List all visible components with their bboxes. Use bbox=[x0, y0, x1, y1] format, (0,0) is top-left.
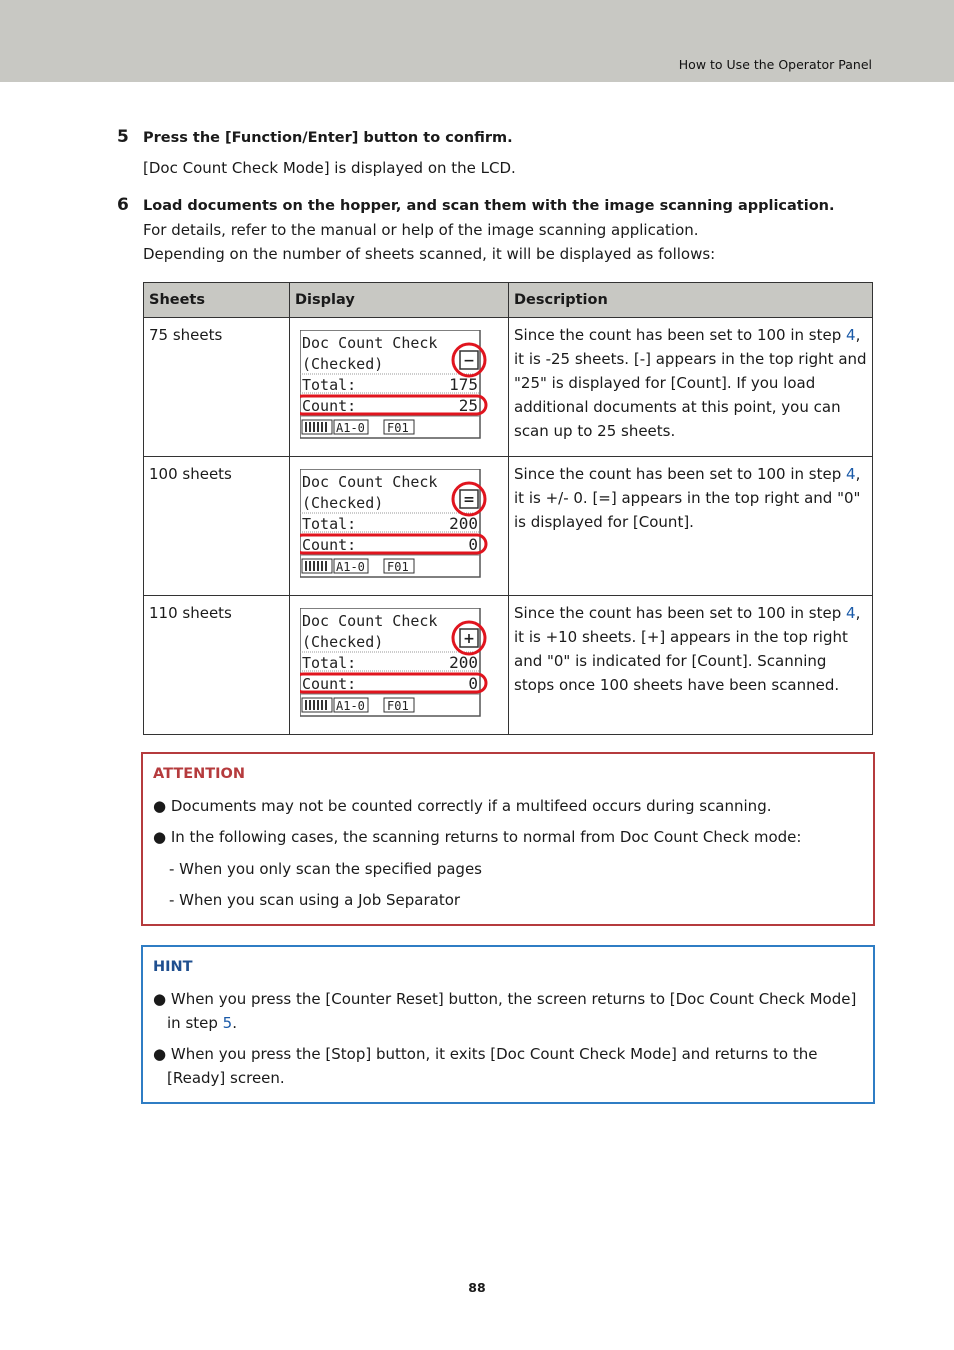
description-cell bbox=[509, 318, 873, 457]
lcd-line2: (Checked) bbox=[302, 633, 384, 651]
lcd-footer-2: F01 bbox=[387, 560, 409, 574]
lcd-count-value: 25 bbox=[458, 396, 478, 415]
page-number: 88 bbox=[468, 1280, 486, 1295]
step-4-link[interactable]: 4 bbox=[846, 326, 856, 344]
lcd-count-label: Count: bbox=[302, 675, 357, 693]
sheets-display-table bbox=[143, 282, 873, 735]
desc-text-a: Since the count has been set to 100 in step bbox=[514, 465, 847, 483]
desc-text-a: Since the count has been set to 100 in step bbox=[514, 326, 847, 344]
desc-text-b: , it is -25 sheets. [-] appears in the top right and "25" is displayed for [Count]. If you load additional documents at this point, you can scan up to 25 sheets. bbox=[514, 326, 867, 440]
desc-text-b: , it is +/- 0. [=] appears in the top right and "0" is displayed for [Count]. bbox=[514, 465, 861, 531]
step-5-link[interactable]: 5 bbox=[222, 1014, 233, 1032]
lcd-total-value: 175 bbox=[449, 375, 478, 394]
desc-text-a: Since the count has been set to 100 in step bbox=[514, 604, 847, 622]
table-row bbox=[144, 596, 873, 735]
table-row bbox=[144, 457, 873, 596]
lcd-total-value: 200 bbox=[449, 514, 478, 533]
lcd-footer-1: A1-0 bbox=[336, 560, 365, 574]
lcd-count-value: 0 bbox=[468, 535, 478, 554]
sheets-cell: 75 sheets bbox=[144, 318, 290, 457]
lcd-total-label: Total: bbox=[302, 515, 357, 533]
attention-title: ATTENTION bbox=[153, 766, 245, 782]
lcd-count-label: Count: bbox=[302, 536, 357, 554]
lcd-display-cell bbox=[290, 457, 509, 596]
header-description: Description bbox=[509, 283, 873, 318]
step-4-link[interactable]: 4 bbox=[846, 604, 856, 622]
lcd-sign: = bbox=[463, 492, 475, 508]
lcd-display-cell bbox=[290, 318, 509, 457]
attention-bullet-1: ● Documents may not be counted correctly if a multifeed occurs during scanning. bbox=[153, 797, 772, 815]
attention-bullet-2: ● In the following cases, the scanning returns to normal from Doc Count Check mode: bbox=[153, 828, 802, 846]
lcd-count-value: 0 bbox=[468, 674, 478, 693]
description-cell bbox=[509, 596, 873, 735]
step-4-link[interactable]: 4 bbox=[846, 465, 856, 483]
table-header-row bbox=[144, 283, 873, 318]
step-5-number: 5 bbox=[117, 127, 129, 147]
desc-text-b: , it is +10 sheets. [+] appears in the top right and "0" is indicated for [Count]. Scanning stops once 100 sheets have been scanned. bbox=[514, 604, 861, 694]
lcd-total-value: 200 bbox=[449, 653, 478, 672]
lcd-line1: Doc Count Check bbox=[302, 334, 438, 352]
table-row bbox=[144, 318, 873, 457]
sheets-cell: 110 sheets bbox=[144, 596, 290, 735]
step-6-text-1: For details, refer to the manual or help of the image scanning application. bbox=[143, 221, 699, 239]
lcd-screen bbox=[300, 469, 490, 581]
hint-box bbox=[141, 945, 875, 1104]
step-5-text: [Doc Count Check Mode] is displayed on the LCD. bbox=[143, 159, 516, 177]
lcd-line1: Doc Count Check bbox=[302, 612, 438, 630]
lcd-footer-2: F01 bbox=[387, 421, 409, 435]
step-6-number: 6 bbox=[117, 195, 129, 215]
page-header bbox=[0, 0, 954, 82]
lcd-count-label: Count: bbox=[302, 397, 357, 415]
hint-bullet-1-text-b: . bbox=[232, 1014, 237, 1032]
header-sheets: Sheets bbox=[144, 283, 290, 318]
hint-bullet-2: ● When you press the [Stop] button, it exits [Doc Count Check Mode] and returns to the [Ready] screen. bbox=[153, 1045, 818, 1087]
lcd-screen bbox=[300, 608, 490, 720]
lcd-total-label: Total: bbox=[302, 376, 357, 394]
lcd-footer-1: A1-0 bbox=[336, 699, 365, 713]
lcd-line2: (Checked) bbox=[302, 355, 384, 373]
hint-bullet-1 bbox=[153, 987, 867, 1035]
lcd-footer-1: A1-0 bbox=[336, 421, 365, 435]
description-cell bbox=[509, 457, 873, 596]
lcd-total-label: Total: bbox=[302, 654, 357, 672]
header-display: Display bbox=[290, 283, 509, 318]
sheets-cell: 100 sheets bbox=[144, 457, 290, 596]
attention-subitem-2: - When you scan using a Job Separator bbox=[169, 891, 461, 909]
lcd-line2: (Checked) bbox=[302, 494, 384, 512]
lcd-display-cell bbox=[290, 596, 509, 735]
attention-subitem-1: - When you only scan the specified pages bbox=[169, 860, 482, 878]
hint-bullet-1-text-a: ● When you press the [Counter Reset] button, the screen returns to [Doc Count Check Mode] in step bbox=[153, 990, 857, 1032]
attention-box bbox=[141, 752, 875, 926]
step-5-title: Press the [Function/Enter] button to confirm. bbox=[143, 130, 513, 146]
step-6-text-2: Depending on the number of sheets scanned, it will be displayed as follows: bbox=[143, 245, 716, 263]
step-6-title: Load documents on the hopper, and scan them with the image scanning application. bbox=[143, 198, 835, 214]
lcd-screen bbox=[300, 330, 490, 442]
lcd-sign: − bbox=[463, 353, 475, 369]
lcd-footer-2: F01 bbox=[387, 699, 409, 713]
hint-title: HINT bbox=[153, 959, 193, 975]
header-title: How to Use the Operator Panel bbox=[678, 57, 872, 72]
lcd-line1: Doc Count Check bbox=[302, 473, 438, 491]
lcd-sign: + bbox=[463, 631, 475, 647]
